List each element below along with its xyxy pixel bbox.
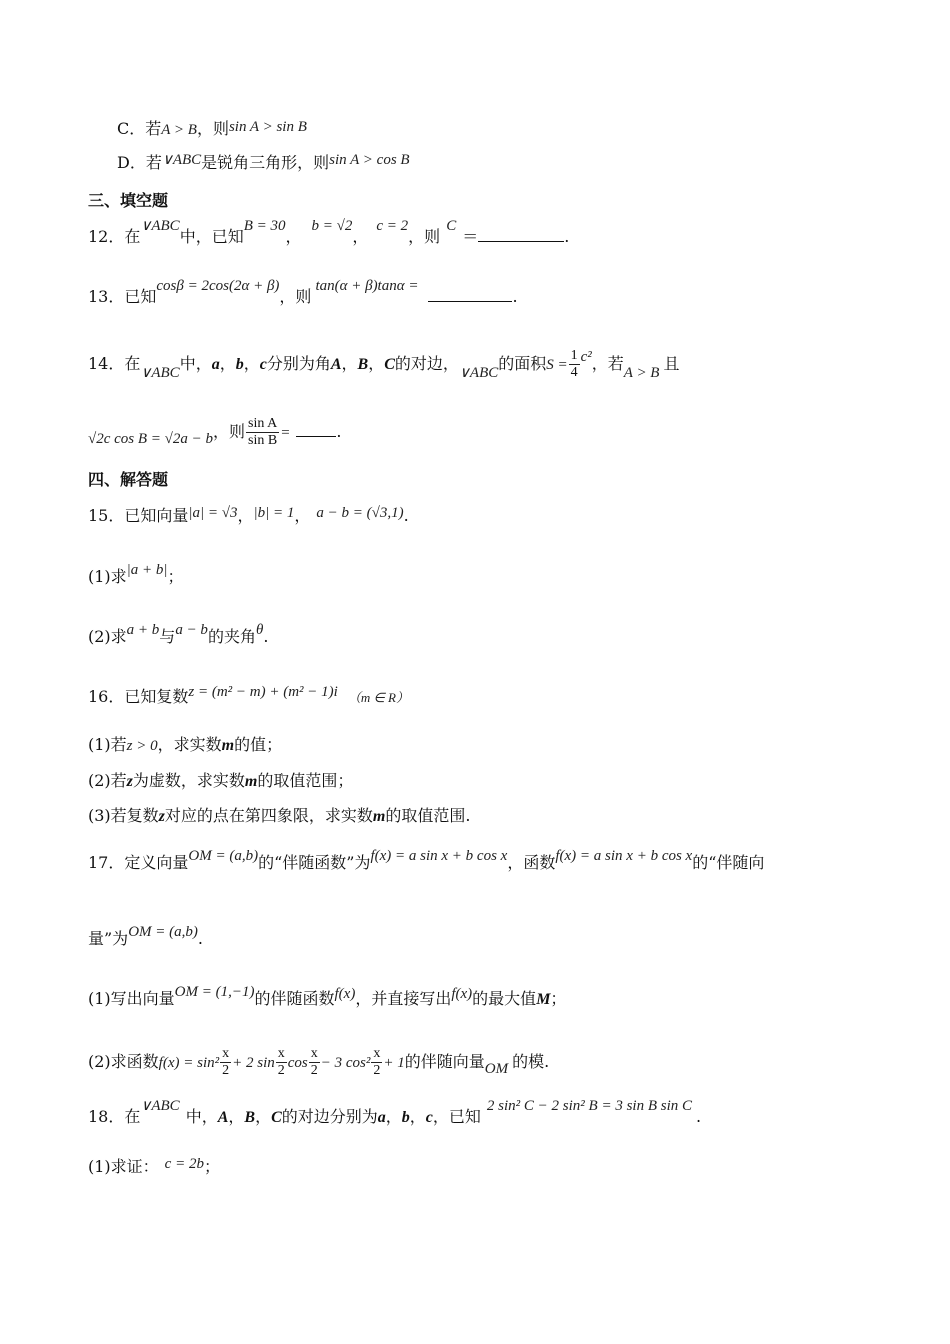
option-d: D．若∨ABC是锐角三角形，则sin A > cos B	[117, 152, 410, 172]
option-d-conclusion: sin A > cos B	[329, 152, 410, 168]
question-18-part-1: (1)求证： c = 2b；	[88, 1156, 220, 1176]
question-17-line-2: 量”为OM = (a,b).	[88, 924, 203, 948]
question-17: 17．定义向量OM = (a,b)的“伴随函数”为f(x) = a sin x + b cos x，函数f(x) = a sin x + b cos x的“伴随向	[88, 848, 765, 872]
question-13: 13．已知cosβ = 2cos(2α + β)，则tan(α + β)tanα =.	[88, 278, 518, 306]
option-c-condition: A > B	[161, 122, 197, 138]
question-15: 15．已知向量|a| = √3，|b| = 1， a − b = (√3,1).	[88, 505, 409, 525]
question-16-part-3: (3)若复数z对应的点在第四象限，求实数m的取值范围.	[88, 806, 471, 825]
option-c-conclusion: sin A > sin B	[228, 119, 307, 135]
question-16-part-1: (1)若z > 0，求实数m的值；	[88, 735, 283, 754]
section-3-title: 三、填空题	[88, 191, 169, 210]
option-d-label: D．若	[117, 153, 162, 172]
question-16: 16．已知复数z = (m² − m) + (m² − 1)i （m ∈ R）	[88, 684, 409, 706]
section-4-title: 四、解答题	[88, 470, 169, 489]
answer-blank-13[interactable]	[428, 287, 512, 302]
fraction-1-4: $\frac{1}{4}$	[570, 348, 578, 380]
question-14-line-2: √2c cos B = √2a − b，则 $\frac{\text{sin A}}{\text{sin B}}$ = .	[88, 416, 342, 448]
question-12: 12．在∨ABC中，已知B = 30，b = √2，c = 2，则C＝ .	[88, 218, 570, 246]
question-17-part-1: (1)写出向量OM = (1,−1)的伴随函数f(x)，并直接写出f(x)的最大值M；	[88, 984, 567, 1008]
question-14: 14．在∨ABC中，a，b，c分别为角A，B，C的对边，∨ABC的面积S = $\frac{1}{4}$ c²，若A > B 且	[88, 348, 680, 381]
question-17-part-2: (2)求函数f(x) = sin² $\frac{x}{2}$ + 2 sin $\frac{x}{2}$ cos $\frac{x}{2}$ − 3 cos² $\frac{x}{2}$ + 1的伴随向量OM 的模.	[88, 1046, 550, 1078]
question-15-part-2: (2)求a + b与a − b的夹角θ.	[88, 622, 269, 646]
answer-blank-14[interactable]	[296, 422, 336, 437]
option-c-label: C．若	[117, 119, 162, 138]
question-16-part-2: (2)若z为虚数，求实数m的取值范围；	[88, 771, 354, 790]
option-c: C．若A > B，则sin A > sin B	[117, 119, 307, 138]
fraction-sinA-sinB: $\frac{\text{sin A}}{\text{sin B}}$	[248, 416, 278, 448]
answer-blank-12[interactable]	[478, 227, 564, 242]
question-15-part-1: (1)求|a + b|；	[88, 562, 184, 586]
question-18: 18．在∨ABC中，A，B，C的对边分别为a，b，c，已知2 sin² C − 2 sin² B = 3 sin B sin C.	[88, 1098, 702, 1126]
